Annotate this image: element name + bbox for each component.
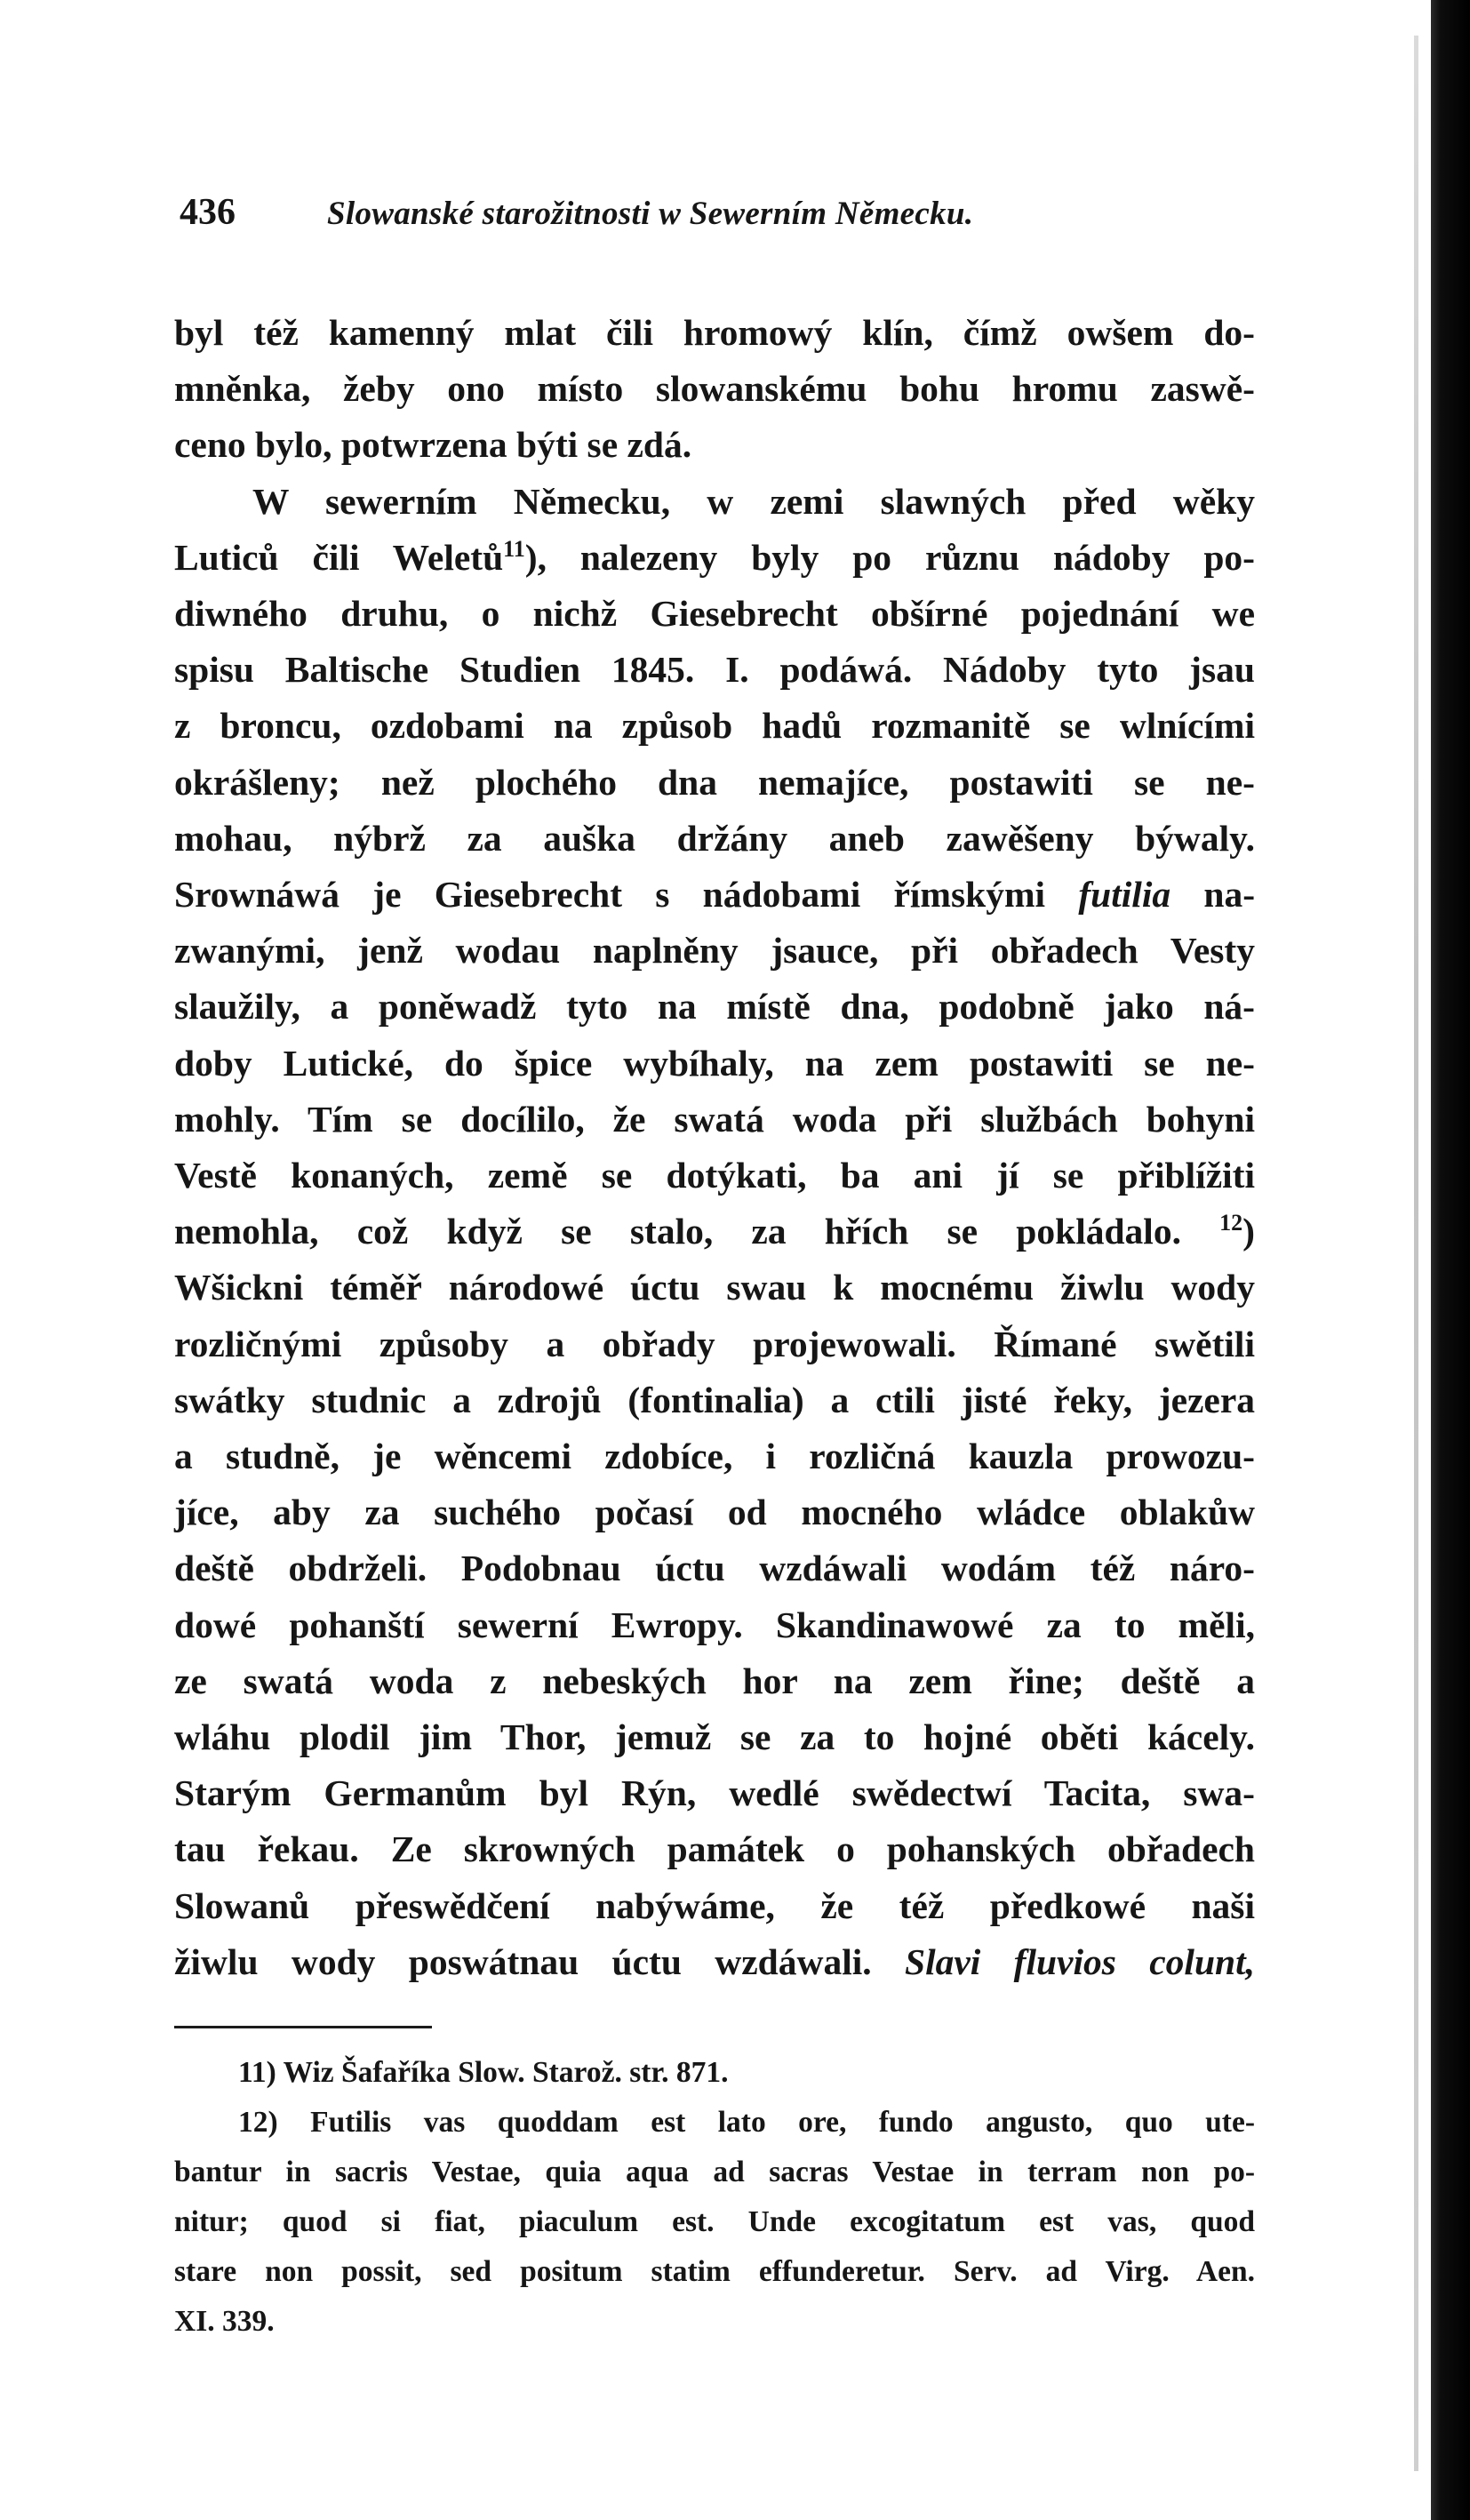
text-line: [174, 530, 1255, 586]
footnote-line: bantur in sacris Vestae, quia aqua ad sacras Vestae in terram non po-: [174, 2156, 1255, 2189]
text-line: a studně, je wěncemi zdobíce, i rozličná kauzla prowozu-: [174, 1436, 1255, 1477]
footnote-line: nitur; quod si fiat, piaculum est. Unde excogitatum est vas, quod: [174, 2205, 1255, 2239]
text-line: deště obdrželi. Podobnau úctu wzdáwali wodám též náro-: [174, 1548, 1255, 1589]
footnote-ref-12: 12: [1219, 1210, 1243, 1236]
text-line: diwného druhu, o nichž Giesebrecht obšírné pojednání we: [174, 593, 1255, 635]
scan-shadow: [1414, 36, 1418, 2471]
text-line: [174, 867, 1255, 923]
text-line: W sewerním Německu, w zemi slawných před wěky: [252, 480, 1255, 522]
running-title: Slowanské starožitnosti w Sewerním Německu.: [327, 196, 974, 232]
text-line: okrášleny; než plochého dna nemajíce, postawiti se ne-: [174, 761, 1255, 803]
text-line: rozličnými způsoby a obřady projewowali. Římané swětili: [174, 1323, 1255, 1364]
text-line: swátky studnic a zdrojů (fontinalia) a ctili jisté řeky, jezera: [174, 1379, 1255, 1420]
text-line: zwanými, jenž wodau naplněny jsauce, při obřadech Vesty: [174, 930, 1255, 972]
italic-term: futilia: [1078, 874, 1171, 916]
text-segment: ), nalezeny byly po různu nádoby po-: [524, 536, 1255, 578]
text-segment: Luticů čili Weletů: [174, 536, 504, 578]
text-segment: na-: [1203, 874, 1256, 916]
text-line: [174, 1934, 1255, 1990]
main-text: [174, 305, 1255, 1990]
text-line: Wšickni téměř národowé úctu swau k mocnému žiwlu wody: [174, 1267, 1255, 1308]
text-line: ze swatá woda z nebeských hor na zem řine; deště a: [174, 1660, 1255, 1701]
text-line: z broncu, ozdobami na způsob hadů rozmanitě se wlnícími: [174, 705, 1255, 747]
text-segment: ): [1242, 1211, 1255, 1252]
text-line: wláhu plodil jim Thor, jemuž se za to hojné oběti kácely.: [174, 1716, 1255, 1758]
text-line: Starým Germanům byl Rýn, wedlé swědectwí Tacita, swa-: [174, 1772, 1255, 1814]
text-line: dowé pohanští sewerní Ewropy. Skandinawowé za to měli,: [174, 1604, 1255, 1645]
text-segment: žiwlu wody poswátnau úctu wzdáwali.: [174, 1940, 872, 1982]
footnotes: [174, 2048, 1255, 2347]
text-line: byl též kamenný mlat čili hromowý klín, čímž owšem do-: [174, 312, 1255, 353]
text-line: ceno bylo, potwrzena býti se zdá.: [174, 424, 692, 466]
text-line: mněnka, žeby ono místo slowanskému bohu hromu zaswě-: [174, 368, 1255, 410]
book-page: [174, 191, 1255, 2347]
footnote-ref-11: 11: [503, 535, 525, 562]
footnote-12: 12) Futilis vas quoddam est lato ore, fundo angusto, quo ute-: [238, 2106, 1255, 2140]
text-line: tau řekau. Ze skrowných památek o pohanských obřadech: [174, 1828, 1255, 1870]
text-line: jíce, aby za suchého počasí od mocného wládce oblakůw: [174, 1492, 1255, 1533]
text-line: Slowanů přeswědčení nabýwáme, že též předkowé naši: [174, 1884, 1255, 1926]
italic-quote: Slavi fluvios colunt,: [904, 1940, 1256, 1982]
footnote-line: stare non possit, sed positum statim effunderetur. Serv. ad Virg. Aen.: [174, 2255, 1255, 2289]
text-line: slaužily, a poněwadž tyto na místě dna, podobně jako ná-: [174, 986, 1255, 1028]
text-line: spisu Baltische Studien 1845. I. podáwá. Nádoby tyto jsau: [174, 649, 1255, 691]
text-line: mohly. Tím se docílilo, že swatá woda při službách bohyni: [174, 1098, 1255, 1140]
scan-edge: [1431, 0, 1470, 2520]
page-number: 436: [180, 192, 236, 233]
text-line: mohau, nýbrž za auška držány aneb zawěšeny býwaly.: [174, 817, 1255, 859]
text-line: Vestě konaných, země se dotýkati, ba ani jí se přiblížiti: [174, 1155, 1255, 1196]
text-segment: Srownáwá je Giesebrecht s nádobami římskými: [174, 874, 1046, 916]
running-head: [174, 191, 1255, 253]
footnote-rule: [174, 2026, 432, 2028]
text-line: [174, 1204, 1255, 1260]
text-segment: nemohla, což když se stalo, za hřích se pokládalo.: [174, 1211, 1181, 1252]
text-line: doby Lutické, do špice wybíhaly, na zem postawiti se ne-: [174, 1042, 1255, 1084]
footnote-11: 11) Wiz Šafaříka Slow. Starož. str. 871.: [238, 2056, 729, 2090]
footnote-line: XI. 339.: [174, 2305, 275, 2339]
